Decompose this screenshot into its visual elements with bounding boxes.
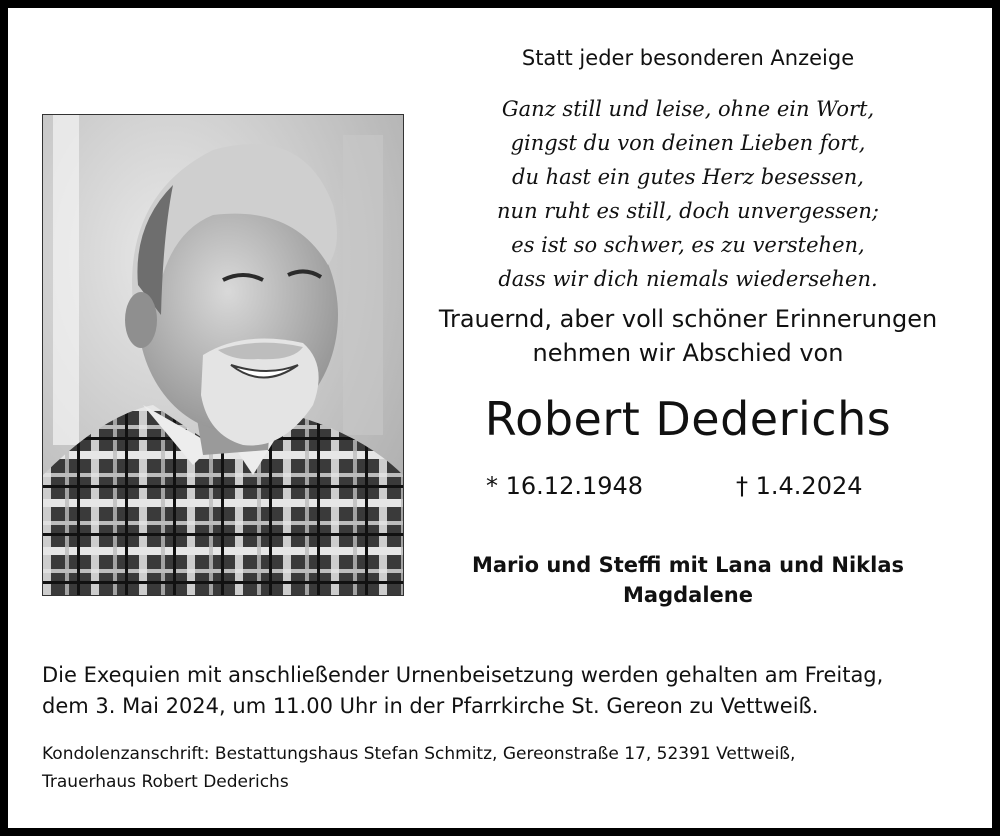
condolence-address xyxy=(42,740,972,796)
portrait-photo xyxy=(42,114,404,596)
deceased-name: Robert Dederichs xyxy=(484,392,892,446)
notice-heading: Statt jeder besonderen Anzeige xyxy=(521,46,855,70)
service-details xyxy=(42,660,972,722)
poem-line: nun ruht es still, doch unvergessen; xyxy=(497,199,879,223)
poem xyxy=(408,92,968,296)
service-line: Die Exequien mit anschließender Urnenbeisetzung werden gehalten am Freitag, xyxy=(42,663,884,687)
intro-line: nehmen wir Abschied von xyxy=(532,339,844,367)
portrait-illustration xyxy=(43,115,403,595)
intro-text xyxy=(408,302,968,370)
mourner-line: Mario und Steffi mit Lana und Niklas xyxy=(471,553,904,577)
death-date: † 1.4.2024 xyxy=(736,472,863,500)
mourner-line: Magdalene xyxy=(623,583,753,607)
poem-line: dass wir dich niemals wiedersehen. xyxy=(498,267,878,291)
poem-line: es ist so schwer, es zu verstehen, xyxy=(511,233,865,257)
condolence-line: Kondolenzanschrift: Bestattungshaus Stefan Schmitz, Gereonstraße 17, 52391 Vettweiß, xyxy=(42,744,796,764)
intro-line: Trauernd, aber voll schöner Erinnerungen xyxy=(438,305,938,333)
poem-line: Ganz still und leise, ohne ein Wort, xyxy=(501,97,875,121)
poem-line: du hast ein gutes Herz besessen, xyxy=(512,165,864,189)
condolence-line: Trauerhaus Robert Dederichs xyxy=(42,772,289,792)
service-line: dem 3. Mai 2024, um 11.00 Uhr in der Pfarrkirche St. Gereon zu Vettweiß. xyxy=(42,694,819,718)
mourners xyxy=(408,550,968,610)
poem-line: gingst du von deinen Lieben fort, xyxy=(510,131,866,155)
birth-date: * 16.12.1948 xyxy=(486,472,644,500)
